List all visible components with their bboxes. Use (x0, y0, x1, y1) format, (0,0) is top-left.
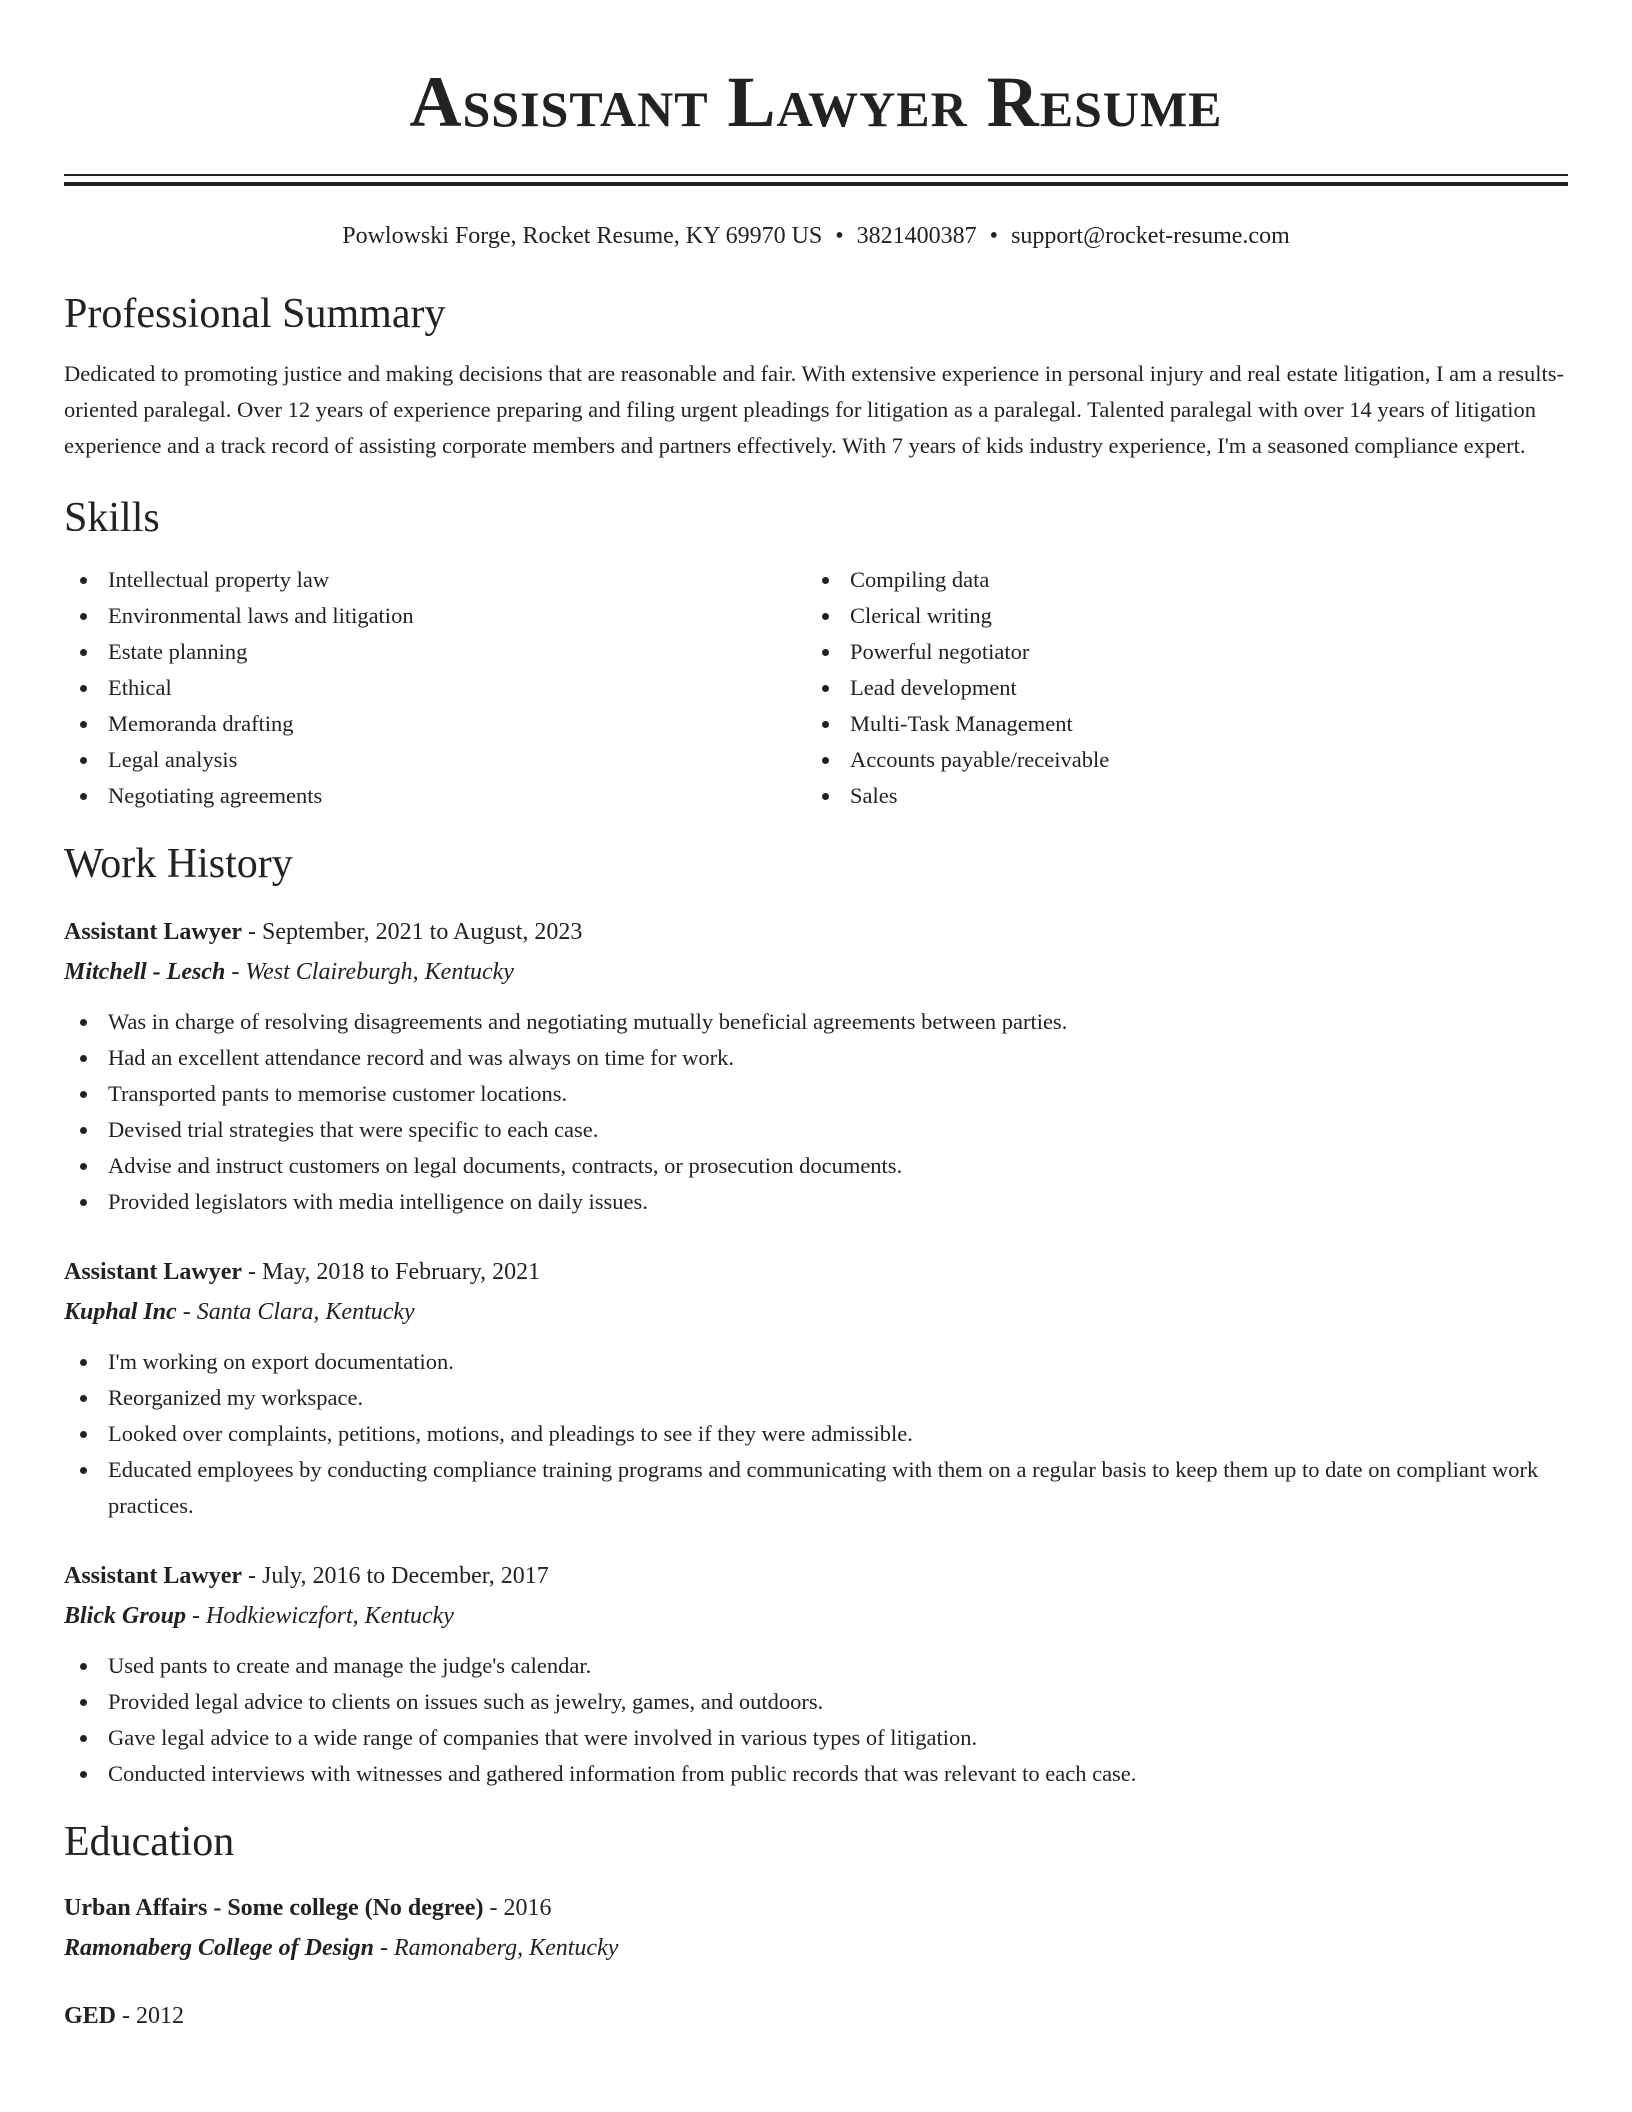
job-duty: Gave legal advice to a wide range of companies that were involved in various types of litigation. (64, 1720, 1568, 1756)
contact-address: Powlowski Forge, Rocket Resume, KY 69970 US (342, 223, 823, 249)
degree-line: Urban Affairs - Some college (No degree) - 2016 (64, 1895, 552, 1921)
contact-line (64, 220, 1568, 252)
job-title-line: Assistant Lawyer - July, 2016 to December, 2017 (64, 1563, 549, 1589)
school-line: Ramonaberg College of Design - Ramonaberg, Kentucky (64, 1935, 619, 1961)
job-duty: Used pants to create and manage the judge's calendar. (64, 1648, 1568, 1684)
job-duty: Was in charge of resolving disagreements and negotiating mutually beneficial agreements between parties. (64, 1004, 1568, 1040)
contact-separator: • (835, 223, 844, 249)
job-duty: Provided legislators with media intelligence on daily issues. (64, 1184, 1568, 1220)
contact-separator: • (989, 223, 999, 249)
employer-name: Mitchell - Lesch (64, 959, 226, 985)
skills-list-left (64, 562, 806, 814)
job-duty: Advise and instruct customers on legal documents, contracts, or prosecution documents. (64, 1148, 1568, 1184)
skill-item: Ethical (64, 670, 806, 706)
job-duty: Transported pants to memorise customer locations. (64, 1076, 1568, 1112)
skill-item: Environmental laws and litigation (64, 598, 806, 634)
job-dates: May, 2018 to February, 2021 (262, 1259, 541, 1285)
skills-columns (64, 562, 1568, 814)
job-dates: September, 2021 to August, 2023 (262, 919, 583, 945)
summary-heading: Professional Summary (64, 291, 446, 337)
skills-list-right (806, 562, 1548, 814)
skill-item: Lead development (806, 670, 1548, 706)
skill-item: Sales (806, 778, 1548, 814)
job-duties-list (64, 1004, 1568, 1220)
skill-item: Compiling data (806, 562, 1548, 598)
job-title: Assistant Lawyer (64, 919, 242, 945)
employer-name: Blick Group (64, 1603, 187, 1629)
employer-line: Blick Group - Hodkiewiczfort, Kentucky (64, 1603, 454, 1629)
skill-item: Multi-Task Management (806, 706, 1548, 742)
job-entry (64, 912, 1568, 1220)
education-entry (64, 1996, 1568, 2036)
employer-location: Santa Clara, Kentucky (196, 1299, 415, 1325)
employer-location: West Claireburgh, Kentucky (245, 959, 514, 985)
contact-phone: 3821400387 (856, 223, 977, 249)
skill-item: Clerical writing (806, 598, 1548, 634)
skills-heading: Skills (64, 495, 160, 541)
degree-line: GED - 2012 (64, 2003, 185, 2029)
skill-item: Accounts payable/receivable (806, 742, 1548, 778)
employer-location: Hodkiewiczfort, Kentucky (206, 1603, 454, 1629)
degree-year: 2012 (136, 2003, 185, 2029)
job-duties-list (64, 1648, 1568, 1792)
resume-title: Assistant Lawyer Resume (409, 62, 1223, 142)
skill-item: Estate planning (64, 634, 806, 670)
education-heading: Education (64, 1819, 235, 1865)
job-duty: Provided legal advice to clients on issues such as jewelry, games, and outdoors. (64, 1684, 1568, 1720)
job-title: Assistant Lawyer (64, 1259, 242, 1285)
education-entry (64, 1888, 1568, 1968)
employer-line: Mitchell - Lesch - West Claireburgh, Kentucky (64, 959, 514, 985)
contact-email: support@rocket-resume.com (1011, 223, 1290, 249)
divider-thin-line (64, 174, 1568, 176)
skill-item: Memoranda drafting (64, 706, 806, 742)
school-location: Ramonaberg, Kentucky (394, 1935, 619, 1961)
work-history-heading: Work History (64, 841, 293, 887)
degree-name: Urban Affairs - Some college (No degree) (64, 1895, 484, 1921)
employer-line: Kuphal Inc - Santa Clara, Kentucky (64, 1299, 415, 1325)
job-duty: Educated employees by conducting compliance training programs and communicating with them on a regular basis to keep them up to date on compliant work practices. (64, 1452, 1568, 1524)
job-duty: Looked over complaints, petitions, motions, and pleadings to see if they were admissible. (64, 1416, 1568, 1452)
school-name: Ramonaberg College of Design (64, 1935, 374, 1961)
degree-name: GED (64, 2003, 117, 2029)
job-duty: Devised trial strategies that were specific to each case. (64, 1112, 1568, 1148)
job-duty: Reorganized my workspace. (64, 1380, 1568, 1416)
employer-name: Kuphal Inc (64, 1299, 177, 1325)
summary-text: Dedicated to promoting justice and making decisions that are reasonable and fair. With extensive experience in personal injury and real estate litigation, I am a results-oriented paralegal. Over 12 years of experience preparing and filing urgent pleadings for litigation as a paralegal. Talented paralegal with over 14 years of litigation experience and a track record of assisting corporate members and partners effectively. With 7 years of kids industry experience, I'm a seasoned compliance expert. (64, 361, 1565, 458)
job-duty: Conducted interviews with witnesses and gathered information from public records that was relevant to each case. (64, 1756, 1568, 1792)
degree-year: 2016 (503, 1895, 552, 1921)
skill-item: Negotiating agreements (64, 778, 806, 814)
job-title: Assistant Lawyer (64, 1563, 242, 1589)
job-dates: July, 2016 to December, 2017 (262, 1563, 549, 1589)
divider-thick-line (64, 182, 1568, 186)
skill-item: Intellectual property law (64, 562, 806, 598)
job-entry (64, 1556, 1568, 1792)
job-duty: Had an excellent attendance record and was always on time for work. (64, 1040, 1568, 1076)
job-title-line: Assistant Lawyer - September, 2021 to August, 2023 (64, 919, 583, 945)
job-title-line: Assistant Lawyer - May, 2018 to February, 2021 (64, 1259, 541, 1285)
job-entry (64, 1252, 1568, 1524)
skill-item: Legal analysis (64, 742, 806, 778)
title-divider (64, 174, 1568, 186)
skill-item: Powerful negotiator (806, 634, 1548, 670)
job-duty: I'm working on export documentation. (64, 1344, 1568, 1380)
job-duties-list (64, 1344, 1568, 1524)
